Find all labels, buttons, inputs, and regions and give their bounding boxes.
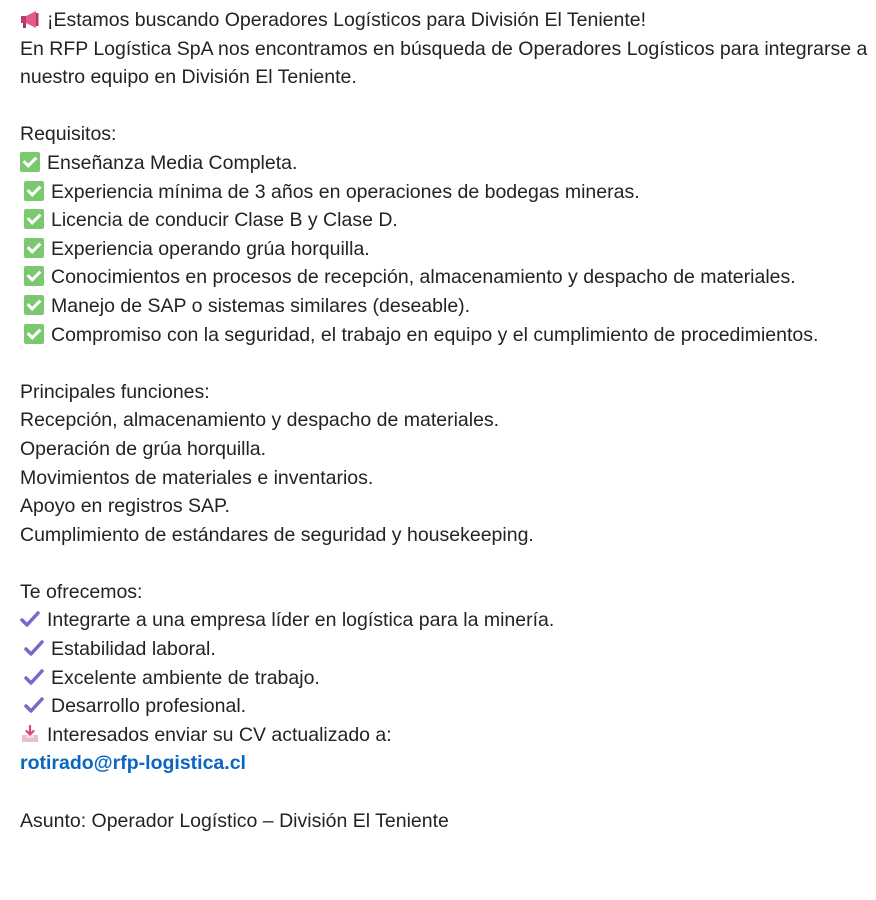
function-item: Movimientos de materiales e inventarios.: [20, 466, 374, 489]
requirement-item: Conocimientos en procesos de recepción, almacenamiento y despacho de materiales.: [20, 263, 870, 292]
offer-item: Excelente ambiente de trabajo.: [20, 664, 870, 693]
function-item: Recepción, almacenamiento y despacho de materiales.: [20, 409, 500, 432]
cv-line: [20, 721, 870, 750]
check-mark-icon: [20, 609, 40, 629]
check-mark-button-icon: [24, 295, 44, 315]
email-link[interactable]: rotirado@rfp-logistica.cl: [20, 752, 246, 775]
check-mark-icon: [24, 695, 44, 715]
requirement-item: Licencia de conducir Clase B y Clase D.: [20, 206, 870, 235]
offer-item: Desarrollo profesional.: [20, 692, 870, 721]
requirement-item: Enseñanza Media Completa.: [20, 149, 870, 178]
intro-text: En RFP Logística SpA nos encontramos en búsqueda de Operadores Logísticos para integrarse a nuestro equipo en División El Teniente.: [20, 37, 868, 89]
functions-title: Principales funciones:: [20, 380, 210, 403]
spacer: [20, 778, 870, 807]
requirement-item: Experiencia mínima de 3 años en operaciones de bodegas mineras.: [20, 178, 870, 207]
check-mark-icon: [24, 638, 44, 658]
requirement-item: Compromiso con la seguridad, el trabajo en equipo y el cumplimiento de procedimientos.: [20, 321, 870, 350]
check-mark-button-icon: [24, 324, 44, 344]
job-post-text: [20, 6, 870, 835]
check-mark-icon: [24, 667, 44, 687]
requirement-item: Experiencia operando grúa horquilla.: [20, 235, 870, 264]
headline-text: ¡Estamos buscando Operadores Logísticos para División El Teniente!: [47, 9, 647, 31]
requirement-item: Manejo de SAP o sistemas similares (deseable).: [20, 292, 870, 321]
offer-item: Integrarte a una empresa líder en logística para la minería.: [20, 606, 870, 635]
check-mark-button-icon: [24, 181, 44, 201]
check-mark-button-icon: [20, 152, 40, 172]
requirements-title: Requisitos:: [20, 123, 117, 146]
spacer: [20, 349, 870, 378]
inbox-tray-icon: [20, 724, 40, 744]
subject-line: Asunto: Operador Logístico – División El Teniente: [20, 809, 449, 832]
function-item: Cumplimiento de estándares de seguridad y housekeeping.: [20, 523, 534, 546]
function-item: Apoyo en registros SAP.: [20, 495, 230, 518]
megaphone-icon: [20, 9, 40, 29]
check-mark-button-icon: [24, 238, 44, 258]
function-item: Operación de grúa horquilla.: [20, 437, 267, 460]
offer-title: Te ofrecemos:: [20, 580, 143, 603]
offer-item: Estabilidad laboral.: [20, 635, 870, 664]
headline-line: [20, 6, 870, 35]
spacer: [20, 549, 870, 578]
check-mark-button-icon: [24, 209, 44, 229]
spacer: [20, 92, 870, 121]
cv-text: Interesados enviar su CV actualizado a:: [47, 723, 392, 746]
check-mark-button-icon: [24, 266, 44, 286]
